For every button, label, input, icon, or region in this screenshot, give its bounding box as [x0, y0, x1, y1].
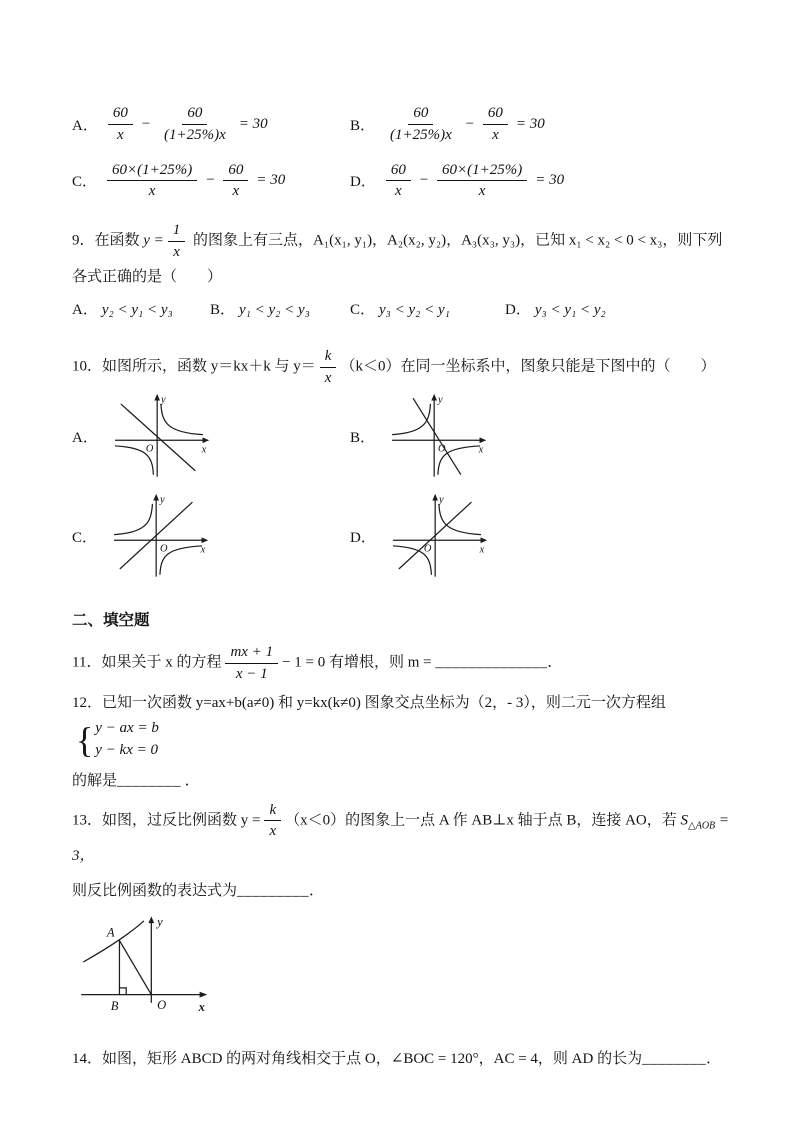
y-axis-label: y [159, 494, 165, 506]
q13-figure-container [76, 913, 733, 1030]
option-label: A． [72, 117, 98, 134]
y-axis-label: y [157, 914, 163, 929]
question-10-stem [72, 347, 733, 388]
answer-blank: ________ [642, 1050, 707, 1067]
answer-blank: ______________ [435, 654, 548, 671]
question-9-stem [72, 221, 733, 292]
q11-text-pre: 11．如果关于 x 的方程 [72, 654, 222, 671]
q8-option-a [72, 104, 350, 145]
y-axis-arrow-icon [432, 494, 438, 501]
q10-graph-b-cell [350, 391, 628, 481]
fraction-denominator: (1+25%)x [390, 126, 452, 143]
y-axis-label: y [438, 494, 444, 506]
x-axis-arrow-icon [202, 538, 209, 544]
origin-label: O [157, 997, 167, 1012]
fraction-numerator: 60 [223, 161, 248, 182]
x-axis-label: x [201, 444, 207, 456]
fraction-numerator: k [264, 801, 281, 822]
fraction-denominator: x [478, 183, 486, 200]
q12-text-pre: 12．已知一次函数 y=ax+b(a≠0) 和 y=kx(k≠0) 图象交点坐标为（2，- 3），则二元一次方程组 [72, 694, 666, 711]
option-label: D． [350, 174, 376, 191]
fraction-denominator: x [269, 823, 277, 840]
fraction-denominator: x [324, 369, 332, 386]
y-axis-label: y [437, 394, 443, 406]
graph-c-label: C． [72, 529, 98, 546]
fraction-denominator: x [117, 126, 124, 143]
fraction-denominator: x [492, 126, 499, 143]
equation-rhs: = 30 [535, 172, 565, 189]
q12-text-line2: 的解是 [72, 772, 118, 789]
question-14 [72, 1044, 733, 1075]
fraction-denominator: x [395, 183, 402, 200]
question-13-stem [72, 801, 733, 872]
option-label: C． [72, 174, 98, 191]
fraction-denominator: (1+25%)x [163, 126, 226, 143]
q11-text-post: − 1 = 0 有增根，则 m = [282, 654, 436, 671]
graph-option-a [108, 391, 212, 481]
choice-text: y₂ < y₁ < y₃ [101, 302, 173, 319]
fraction [264, 801, 281, 842]
fraction-numerator: 60 [386, 161, 411, 182]
x-axis-arrow-icon [480, 538, 487, 544]
equation-rhs: = 30 [238, 115, 268, 132]
q13-figure [76, 913, 216, 1025]
operator: − [418, 172, 429, 189]
system-equation-2: y − kx = 0 [95, 742, 158, 759]
x-axis-label: x [478, 444, 484, 456]
q8-options-row-2 [72, 161, 733, 202]
fraction-numerator: 60 [108, 104, 133, 125]
q13-text-line2: 则反比例函数的表达式为 [72, 882, 238, 899]
q8-option-c [72, 161, 350, 202]
x-axis-arrow-icon [200, 991, 208, 997]
operator: − [140, 115, 151, 132]
fraction-denominator: x [148, 183, 156, 200]
linear-function-line [121, 405, 195, 471]
y-axis-arrow-icon [154, 394, 160, 401]
question-11 [72, 643, 733, 684]
graph-option-d [386, 491, 490, 581]
q9-choice-c [350, 296, 505, 325]
q13-text-mid: （x＜0）的图象上一点 A 作 AB⊥x 轴于点 B，连接 AO，若 [285, 812, 681, 829]
fraction [168, 221, 186, 262]
fraction-numerator: 60 [182, 104, 207, 125]
choice-label: B． [210, 302, 236, 319]
right-angle-mark [119, 987, 126, 994]
x-axis-arrow-icon [202, 438, 209, 444]
question-12-line-2 [72, 766, 733, 797]
x-axis-label: x [479, 544, 485, 556]
choice-text: y₃ < y₁ < y₂ [534, 302, 606, 319]
fraction-numerator: 60 [408, 104, 433, 125]
choice-label: D． [505, 302, 531, 319]
linear-function-line [413, 399, 460, 475]
q9-choice-d [505, 296, 606, 325]
q10-graphs-row-1 [72, 391, 733, 481]
fraction-denominator: x [232, 183, 240, 200]
fraction [386, 161, 411, 202]
fraction [108, 104, 133, 145]
fraction-numerator: k [320, 347, 337, 368]
hyperbola-branch-q1 [439, 505, 481, 535]
equation-rhs: = 30 [256, 172, 286, 189]
fraction [483, 104, 508, 145]
q10-graph-c-cell [72, 491, 350, 581]
q8-options-row-1 [72, 104, 733, 145]
fraction [320, 347, 337, 388]
system-equation-1: y − ax = b [95, 720, 159, 737]
equation-rhs: = 30 [515, 115, 545, 132]
q10-graph-d-cell [350, 491, 628, 581]
operator: − [205, 172, 216, 189]
q11-text-end: ． [547, 654, 563, 671]
q8-option-b [350, 104, 628, 145]
fraction-denominator: x [173, 243, 180, 260]
q10-text-pre: 10．如图所示，函数 y＝kx＋k 与 y＝ [72, 358, 316, 375]
question-12-stem [72, 688, 733, 762]
fraction [223, 161, 248, 202]
origin-label: O [159, 543, 168, 555]
option-label: B． [350, 117, 376, 134]
choice-text: y₃ < y₂ < y₁ [379, 302, 450, 319]
graph-a-label: A． [72, 429, 98, 446]
q10-text-post: （k＜0）在同一坐标系中，图象只能是下图中的（ ） [340, 358, 716, 375]
fraction [437, 161, 527, 202]
question-9-choices [72, 296, 733, 325]
point-b-label: B [110, 998, 119, 1013]
hyperbola-branch-q2 [115, 505, 153, 535]
q8-option-d [350, 161, 628, 202]
q9-choice-b [210, 296, 350, 325]
q14-text-end: ． [706, 1050, 722, 1067]
section-2-title: 二、填空题 [72, 612, 150, 630]
y-axis-arrow-icon [148, 916, 154, 923]
answer-blank: ________ [117, 772, 182, 789]
point-a-label: A [106, 925, 115, 940]
x-axis-label: x [198, 999, 205, 1014]
fraction-numerator: mx + 1 [225, 643, 278, 664]
fraction [225, 643, 278, 684]
y-axis-label: y [160, 394, 166, 406]
fraction-numerator: 60×(1+25%) [107, 161, 197, 182]
segment-ao [119, 940, 151, 994]
q13-area-value: = 3， [72, 812, 730, 865]
answer-blank: _________ [237, 882, 310, 899]
q13-text-pre: 13．如图，过反比例函数 y = [72, 812, 261, 829]
fraction [385, 104, 457, 145]
fraction-numerator: 1 [168, 221, 186, 242]
q9-text-post: 的图象上有三点，A₁(x₁, y₁)，A₂(x₂, y₂)，A₃(x₃, y₃)，已知 x₁ < x₂ < 0 < x₃，则下列各式正确的是（ ） [72, 232, 723, 285]
origin-label: O [423, 543, 432, 555]
system-equations [95, 718, 159, 762]
y-axis-arrow-icon [153, 494, 159, 501]
fraction-numerator: 60 [483, 104, 508, 125]
fraction [159, 104, 231, 145]
q9-equation-lhs: y = [143, 232, 164, 249]
x-axis-arrow-icon [480, 438, 487, 444]
fraction-numerator: 60×(1+25%) [437, 161, 527, 182]
q14-text: 14．如图，矩形 ABCD 的两对角线相交于点 O，∠BOC = 120°，AC = 4，则 AD 的长为 [72, 1050, 643, 1067]
hyperbola-branch-q2 [393, 405, 431, 435]
q13-area-subscript: △AOB [688, 820, 716, 832]
system-brace: { [76, 719, 94, 760]
choice-label: A． [72, 302, 98, 319]
choice-text: y₁ < y₂ < y₃ [239, 302, 310, 319]
x-axis-label: x [200, 544, 206, 556]
q12-text-end: ． [181, 772, 200, 789]
question-13-line-2 [72, 876, 733, 907]
q10-graphs-row-2 [72, 491, 733, 581]
origin-label: O [437, 443, 446, 455]
hyperbola-branch-q1 [161, 405, 203, 435]
graph-b-label: B． [350, 429, 376, 446]
q9-choice-a [72, 296, 210, 325]
operator: − [464, 115, 475, 132]
q13-area-symbol: S [680, 812, 689, 829]
origin-label: O [145, 443, 154, 455]
q13-text-end: ． [309, 882, 325, 899]
choice-label: C． [350, 302, 376, 319]
graph-d-label: D． [350, 529, 376, 546]
graph-option-c [107, 491, 211, 581]
q9-text-pre: 9．在函数 [72, 232, 144, 249]
fraction-denominator: x − 1 [235, 665, 268, 682]
equation-system [76, 718, 159, 762]
q10-graph-a-cell [72, 391, 350, 481]
graph-option-b [385, 391, 489, 481]
y-axis-arrow-icon [431, 394, 437, 401]
fraction [107, 161, 197, 202]
